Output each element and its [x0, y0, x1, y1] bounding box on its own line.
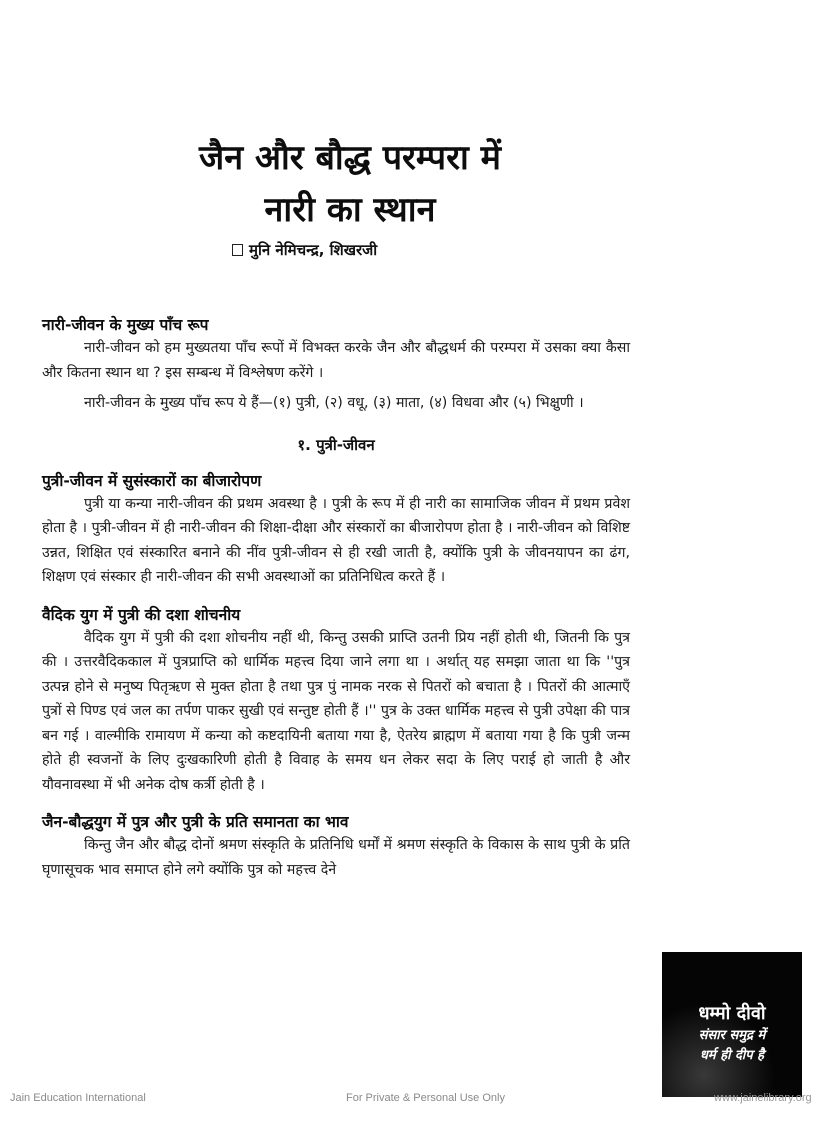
square-box-icon — [232, 244, 243, 256]
section-heading-good-values: पुत्री-जीवन में सुसंस्कारों का बीजारोपण — [42, 471, 262, 490]
footer-usage-notice: For Private & Personal Use Only — [346, 1092, 505, 1104]
subtitle-daughter-life: १. पुत्री-जीवन — [297, 435, 375, 454]
section-heading-jain-buddhist-equality: जैन-बौद्धयुग में पुत्र और पुत्री के प्रति समानता का भाव — [42, 813, 349, 831]
page-footer — [0, 1092, 828, 1108]
author-name: मुनि नेमिचन्द्र, शिखरजी — [249, 241, 378, 259]
author-byline — [232, 240, 377, 260]
article-body — [42, 314, 630, 882]
motto-line3: धर्म ही दीप है — [699, 1048, 765, 1063]
paragraph: नारी-जीवन को हम मुख्यतया पाँच रूपों में विभक्त करके जैन और बौद्धधर्म की परम्परा में उसका क्या कैसा और कितना स्थान था ? इस सम्बन्ध में विश्लेषण करेंगे । — [42, 340, 630, 381]
motto-line1: धम्मो दीवो — [698, 1003, 766, 1024]
footer-publisher: Jain Education International — [10, 1092, 146, 1104]
paragraph: नारी-जीवन के मुख्य पाँच रूप ये हैं—(१) पुत्री, (२) वधू, (३) माता, (४) विधवा और (५) भिक्षुणी । — [84, 395, 584, 411]
footer-website-link[interactable]: www.jainelibrary.org — [714, 1092, 812, 1104]
article-title-line1: जैन और बौद्ध परम्परा में — [199, 138, 501, 178]
motto-line2: संसार समुद्र में — [698, 1028, 766, 1043]
motto-box — [662, 952, 802, 1097]
article-title — [100, 132, 600, 236]
section-heading-five-forms: नारी-जीवन के मुख्य पाँच रूप — [42, 316, 209, 334]
section-heading-vedic-age: वैदिक युग में पुत्री की दशा शोचनीय — [42, 605, 241, 624]
article-title-line2: नारी का स्थान — [264, 190, 436, 230]
paragraph: किन्तु जैन और बौद्ध दोनों श्रमण संस्कृति के प्रतिनिधि धर्मों में श्रमण संस्कृति के विकास के साथ पुत्री के प्रति घृणासूचक भाव समाप्त होने लगे क्योंकि पुत्र को महत्त्व देने — [42, 837, 630, 878]
paragraph: पुत्री या कन्या नारी-जीवन की प्रथम अवस्था है । पुत्री के रूप में ही नारी का सामाजिक जीवन में प्रथम प्रवेश होता है । पुत्री-जीवन में ही नारी-जीवन की शिक्षा-दीक्षा और संस्कारों का बीजारोपण होता है । नारी-जीवन को विशिष्ट उन्नत, शिक्षित एवं संस्कारित बनाने की नींव पुत्री-जीवन से ही रखी जाती है, क्योंकि पुत्री के जीवनयापन का ढंग, शिक्षण एवं संस्कार ही नारी-जीवन की सभी अवस्थाओं का प्रतिनिधित्व करते हैं । — [42, 495, 630, 585]
paragraph: वैदिक युग में पुत्री की दशा शोचनीय नहीं थी, किन्तु उसकी प्राप्ति उतनी प्रिय नहीं होती थी, जितनी कि पुत्र की । उत्तरवैदिककाल में पुत्रप्राप्ति को धार्मिक महत्त्व दिया जाने लगा था । अर्थात् यह समझा जाता था कि ''पुत्र उत्पन्न होने से मनुष्य पितृऋण से मुक्त होता है तथा पुत्र पुं नामक नरक से पितरों को बचाता है । पितरों की आत्माएँ पुत्रों से पिण्ड एवं जल का तर्पण पाकर सुखी एवं सन्तुष्ट होती हैं ।'' पुत्र के उक्त धार्मिक महत्त्व से पुत्री उपेक्षा की पात्र बन गई । वाल्मीकि रामायण में कन्या को कष्टदायिनी बताया गया है, ऐतरेय ब्राह्मण में बताया गया है कि पुत्री जन्म होते ही स्वजनों के लिए दुःखकारिणी होती है विवाह के समय धन लेकर सदा के लिए पराई हो जाती है और यौवनावस्था में भी अनेक दोष कर्त्री होती है । — [42, 629, 630, 793]
